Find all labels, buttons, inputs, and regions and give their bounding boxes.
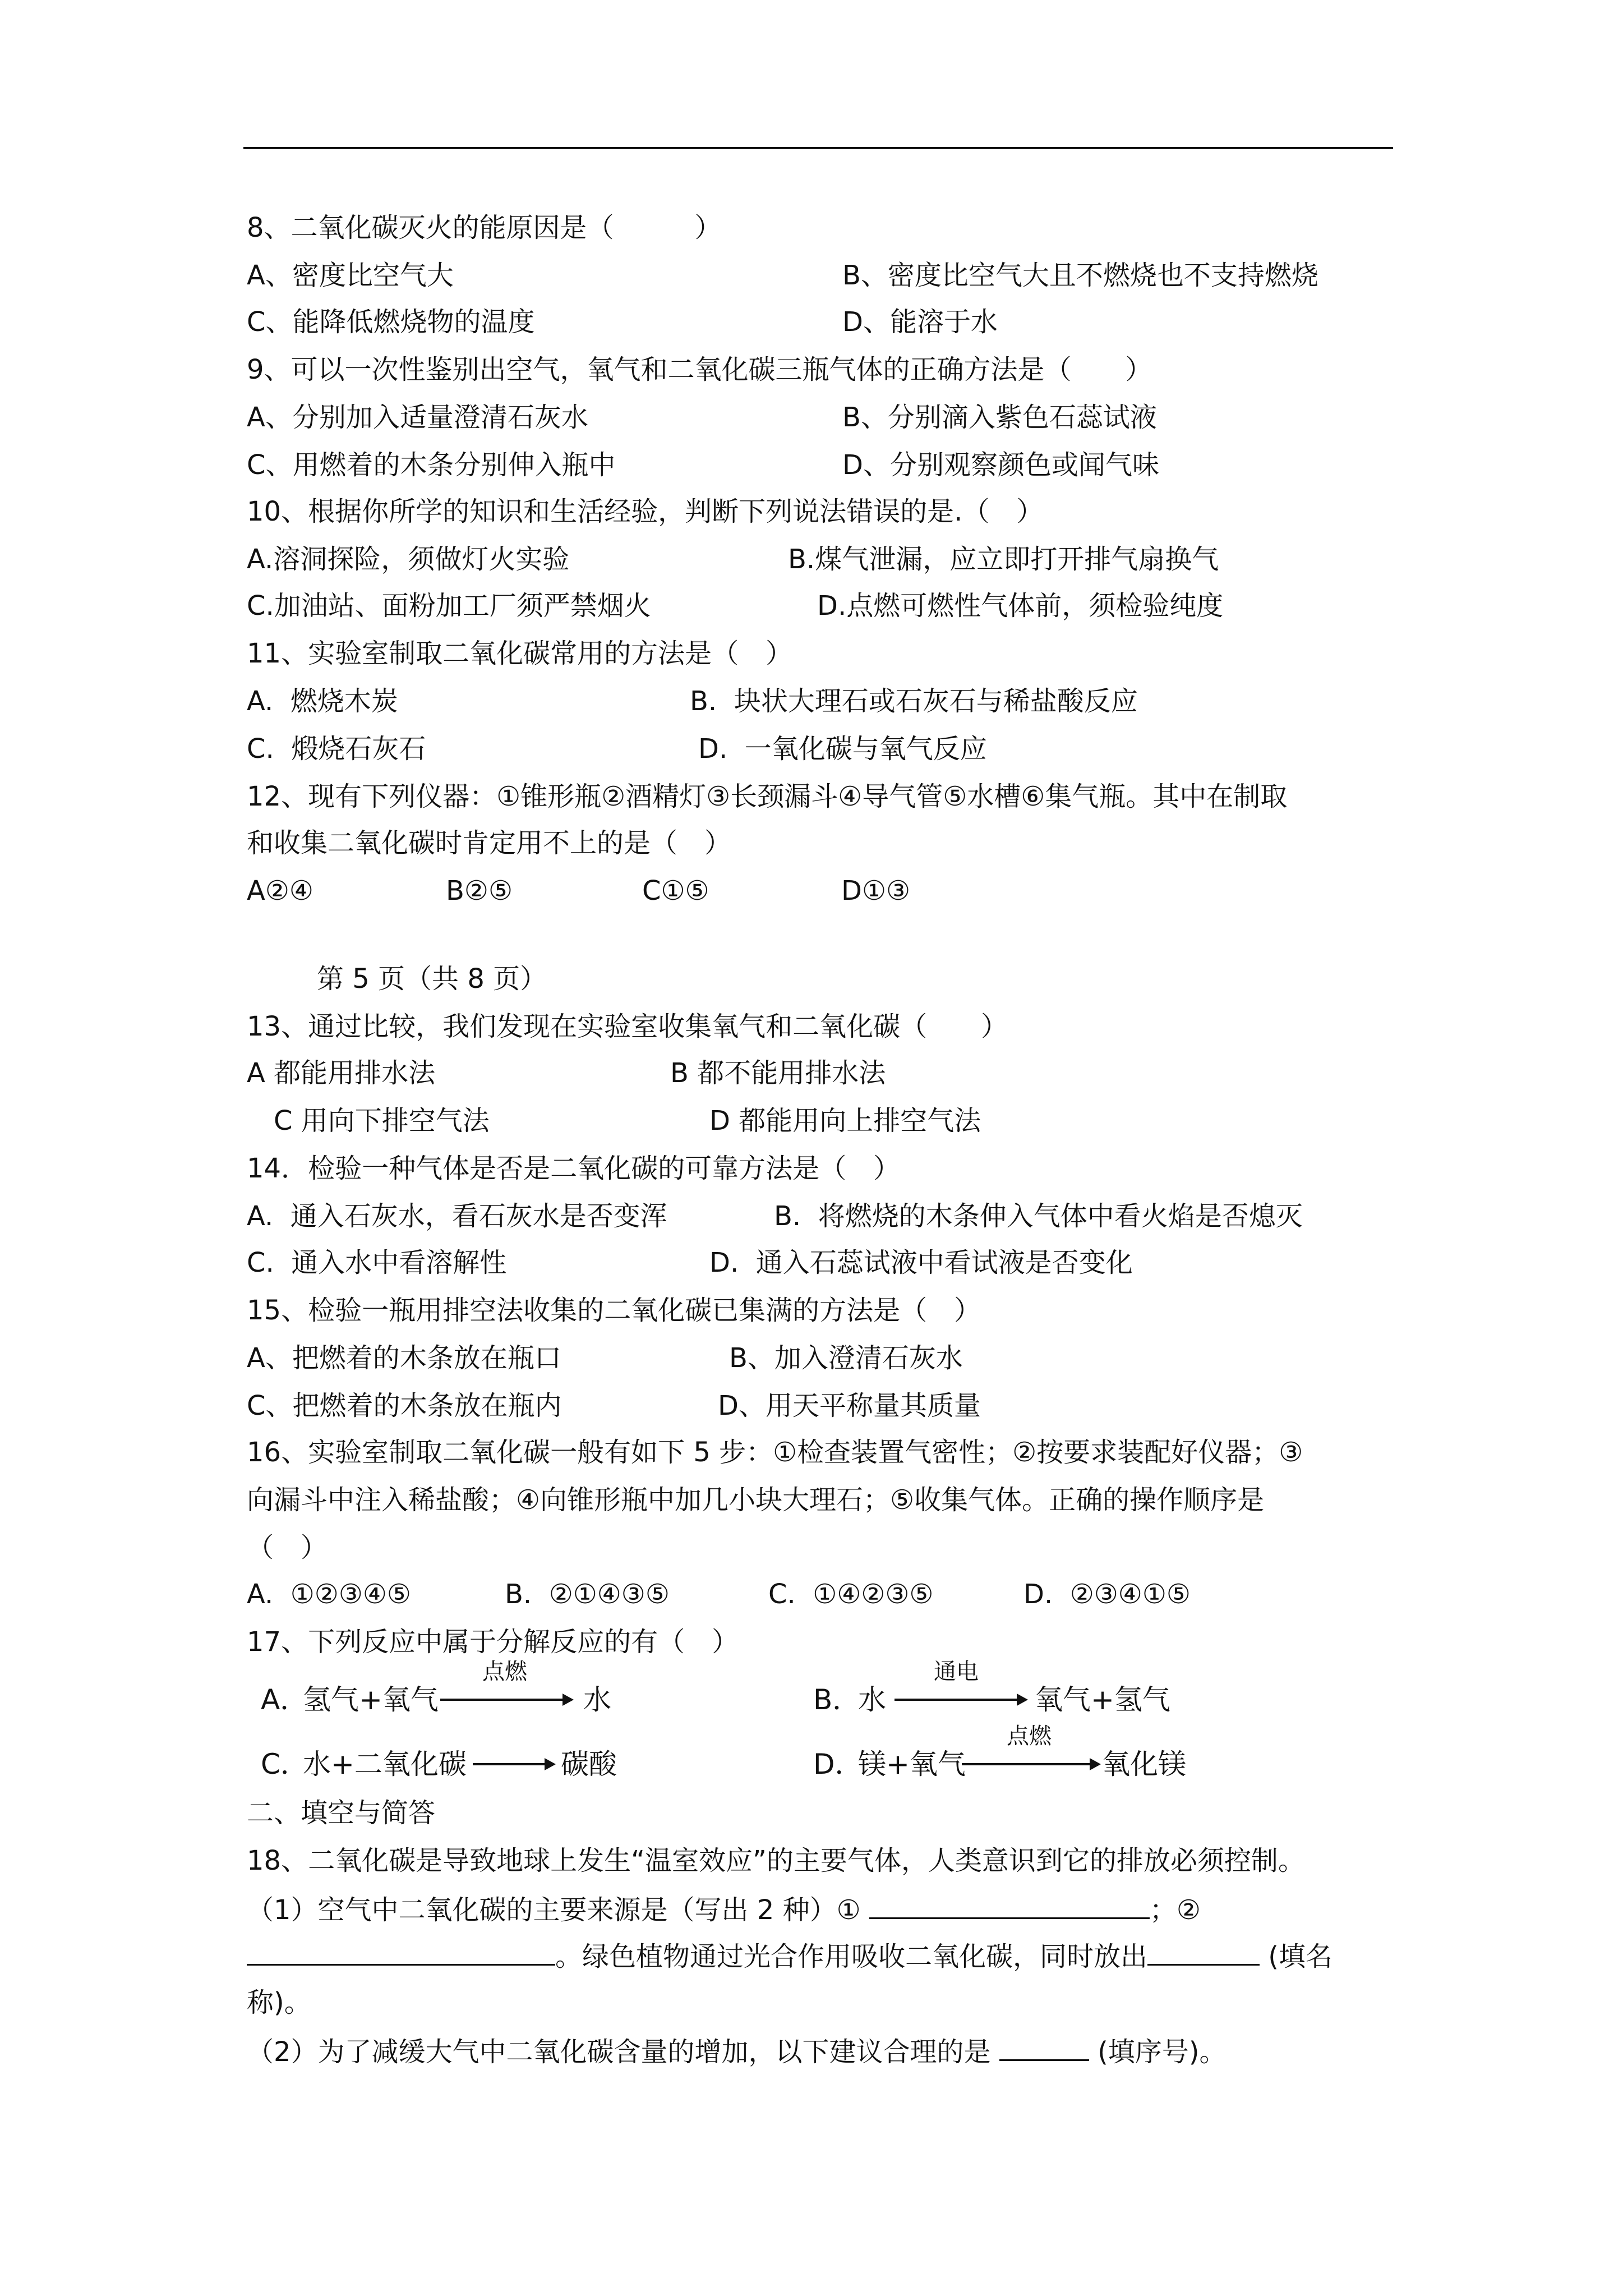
- q17-option-d-label: D．: [813, 1748, 863, 1780]
- q15-option-c: C、把燃着的木条放在瓶内: [247, 1390, 562, 1421]
- q18-part1-line3: 称)。: [247, 1987, 311, 2018]
- q13-option-b: B 都不能用排水法: [670, 1057, 886, 1089]
- q8-option-b: B、密度比空气大且不燃烧也不支持燃烧: [842, 260, 1318, 291]
- q17-option-c-reactants: 水+二氧化碳: [303, 1748, 467, 1780]
- q16-stem-line2: 向漏斗中注入稀盐酸；④向锥形瓶中加几小块大理石；⑤收集气体。正确的操作顺序是: [247, 1484, 1265, 1516]
- q14-option-d: D. 通入石蕊试液中看试液是否变化: [709, 1247, 1133, 1278]
- q16-option-b: B. ②①④③⑤: [505, 1579, 670, 1610]
- q15-option-d: D、用天平称量其质量: [718, 1390, 981, 1421]
- q17-option-c-arrow: [473, 1750, 557, 1778]
- q15-stem: 15、检验一瓶用排空法收集的二氧化碳已集满的方法是（ ）: [247, 1295, 981, 1326]
- q12-stem-line1: 12、现有下列仪器：①锥形瓶②酒精灯③长颈漏斗④导气管⑤水槽⑥集气瓶。其中在制取: [247, 781, 1288, 812]
- q18-part2-line: [247, 2033, 1227, 2069]
- q17-option-b-label: B．: [813, 1683, 861, 1716]
- q17-option-c-label: C．: [261, 1748, 308, 1780]
- q12-stem-line2: 和收集二氧化碳时肯定用不上的是（ ）: [247, 827, 732, 859]
- q8-option-a: A、密度比空气大: [247, 260, 454, 291]
- q17-option-b-arrow: [895, 1686, 1029, 1714]
- q14-option-a: A. 通入石灰水，看石灰水是否变浑: [247, 1200, 667, 1232]
- q18-source-blank-1[interactable]: [869, 1892, 1150, 1919]
- q11-option-a: A. 燃烧木炭: [247, 685, 398, 717]
- q9-stem: 9、可以一次性鉴别出空气，氧气和二氧化碳三瓶气体的正确方法是（ ）: [247, 354, 1152, 385]
- q10-option-b: B.煤气泄漏，应立即打开排气扇换气: [788, 544, 1219, 575]
- q14-option-b: B. 将燃烧的木条伸入气体中看火焰是否熄灭: [774, 1200, 1303, 1232]
- q17-option-d-arrow: [962, 1750, 1102, 1778]
- q9-option-c: C、用燃着的木条分别伸入瓶中: [247, 449, 616, 481]
- header-rule: [243, 147, 1393, 149]
- q17-option-b-condition: 通电: [934, 1659, 979, 1685]
- q18-part1-prompt: （1）空气中二氧化碳的主要来源是（写出 2 种）①: [247, 1894, 861, 1926]
- q17-option-a-arrow: [440, 1686, 575, 1714]
- q18-suggestion-blank[interactable]: [999, 2033, 1089, 2061]
- q12-option-d: D①③: [841, 875, 911, 907]
- q17-option-d-condition: 点燃: [1007, 1723, 1052, 1749]
- q11-option-c: C. 煅烧石灰石: [247, 733, 426, 765]
- q10-option-c: C.加油站、面粉加工厂须严禁烟火: [247, 590, 651, 622]
- q14-stem: 14．检验一种气体是否是二氧化碳的可靠方法是（ ）: [247, 1153, 901, 1184]
- q11-stem: 11、实验室制取二氧化碳常用的方法是（ ）: [247, 638, 793, 669]
- section-heading: 二、填空与简答: [247, 1797, 436, 1829]
- page-number: 第 5 页（共 8 页）: [317, 963, 547, 995]
- q9-option-a: A、分别加入适量澄清石灰水: [247, 402, 588, 433]
- q17-option-c-products: 碳酸: [561, 1748, 617, 1780]
- q18-part2-prompt: （2）为了减缓大气中二氧化碳含量的增加，以下建议合理的是: [247, 2036, 991, 2068]
- q16-option-d: D. ②③④①⑤: [1023, 1579, 1191, 1610]
- q17-option-d-reactants: 镁+氧气: [858, 1748, 966, 1780]
- q16-option-a: A. ①②③④⑤: [247, 1579, 411, 1610]
- q16-stem-line3: （ ）: [247, 1532, 328, 1563]
- q13-option-d: D 都能用向上排空气法: [709, 1105, 981, 1137]
- q8-stem: 8、二氧化碳灭火的能原因是（ ）: [247, 212, 722, 243]
- q18-part1-line2: [247, 1938, 1332, 1973]
- q8-option-d: D、能溶于水: [842, 306, 998, 338]
- q17-option-d-products: 氧化镁: [1102, 1748, 1186, 1780]
- q17-option-a-reactants: 氢气+氧气: [303, 1683, 439, 1716]
- q15-option-a: A、把燃着的木条放在瓶口: [247, 1342, 561, 1374]
- q18-stem: 18、二氧化碳是导致地球上发生“温室效应”的主要气体，人类意识到它的排放必须控制。: [247, 1845, 1305, 1876]
- q13-option-c: C 用向下排空气法: [274, 1105, 490, 1137]
- q13-stem: 13、通过比较，我们发现在实验室收集氧气和二氧化碳（ ）: [247, 1011, 1008, 1042]
- q11-option-d: D. 一氧化碳与氧气反应: [698, 733, 987, 765]
- q18-source-blank-2[interactable]: [247, 1938, 555, 1966]
- q15-option-b: B、加入澄清石灰水: [729, 1342, 963, 1374]
- q12-option-c: C①⑤: [642, 875, 709, 907]
- q11-option-b: B. 块状大理石或石灰石与稀盐酸反应: [690, 685, 1138, 717]
- q9-option-b: B、分别滴入紫色石蕊试液: [842, 402, 1157, 433]
- q17-option-a-products: 水: [583, 1683, 611, 1716]
- q13-option-a: A 都能用排水法: [247, 1057, 436, 1089]
- q18-part1-line1: [247, 1892, 1201, 1927]
- q16-option-c: C. ①④②③⑤: [768, 1579, 934, 1610]
- q8-option-c: C、能降低燃烧物的温度: [247, 306, 535, 338]
- q17-option-a-condition: 点燃: [482, 1659, 527, 1685]
- q17-option-b-products: 氧气+氢气: [1035, 1683, 1170, 1716]
- q17-stem: 17、下列反应中属于分解反应的有（ ）: [247, 1626, 739, 1658]
- q18-oxygen-blank[interactable]: [1147, 1938, 1260, 1966]
- q14-option-c: C. 通入水中看溶解性: [247, 1247, 507, 1278]
- q10-option-a: A.溶洞探险，须做灯火实验: [247, 544, 570, 575]
- q18-part1-separator: ；②: [1149, 1894, 1201, 1926]
- q17-option-a-label: A．: [261, 1683, 308, 1716]
- q10-option-d: D.点燃可燃性气体前，须检验纯度: [817, 590, 1224, 622]
- q9-option-d: D、分别观察颜色或闻气味: [842, 449, 1159, 481]
- q18-part2-hint: (填序号)。: [1098, 2036, 1227, 2068]
- q12-option-a: A②④: [247, 875, 313, 907]
- q12-option-b: B②⑤: [446, 875, 513, 907]
- q18-part1-hint: (填名: [1268, 1941, 1333, 1972]
- q17-option-b-reactants: 水: [858, 1683, 886, 1716]
- q18-part1-photosynthesis: 。绿色植物通过光合作用吸收二氧化碳，同时放出: [555, 1941, 1148, 1972]
- q16-stem-line1: 16、实验室制取二氧化碳一般有如下 5 步：①检查装置气密性；②按要求装配好仪器；③: [247, 1437, 1303, 1468]
- q10-stem: 10、根据你所学的知识和生活经验，判断下列说法错误的是.（ ）: [247, 496, 1044, 527]
